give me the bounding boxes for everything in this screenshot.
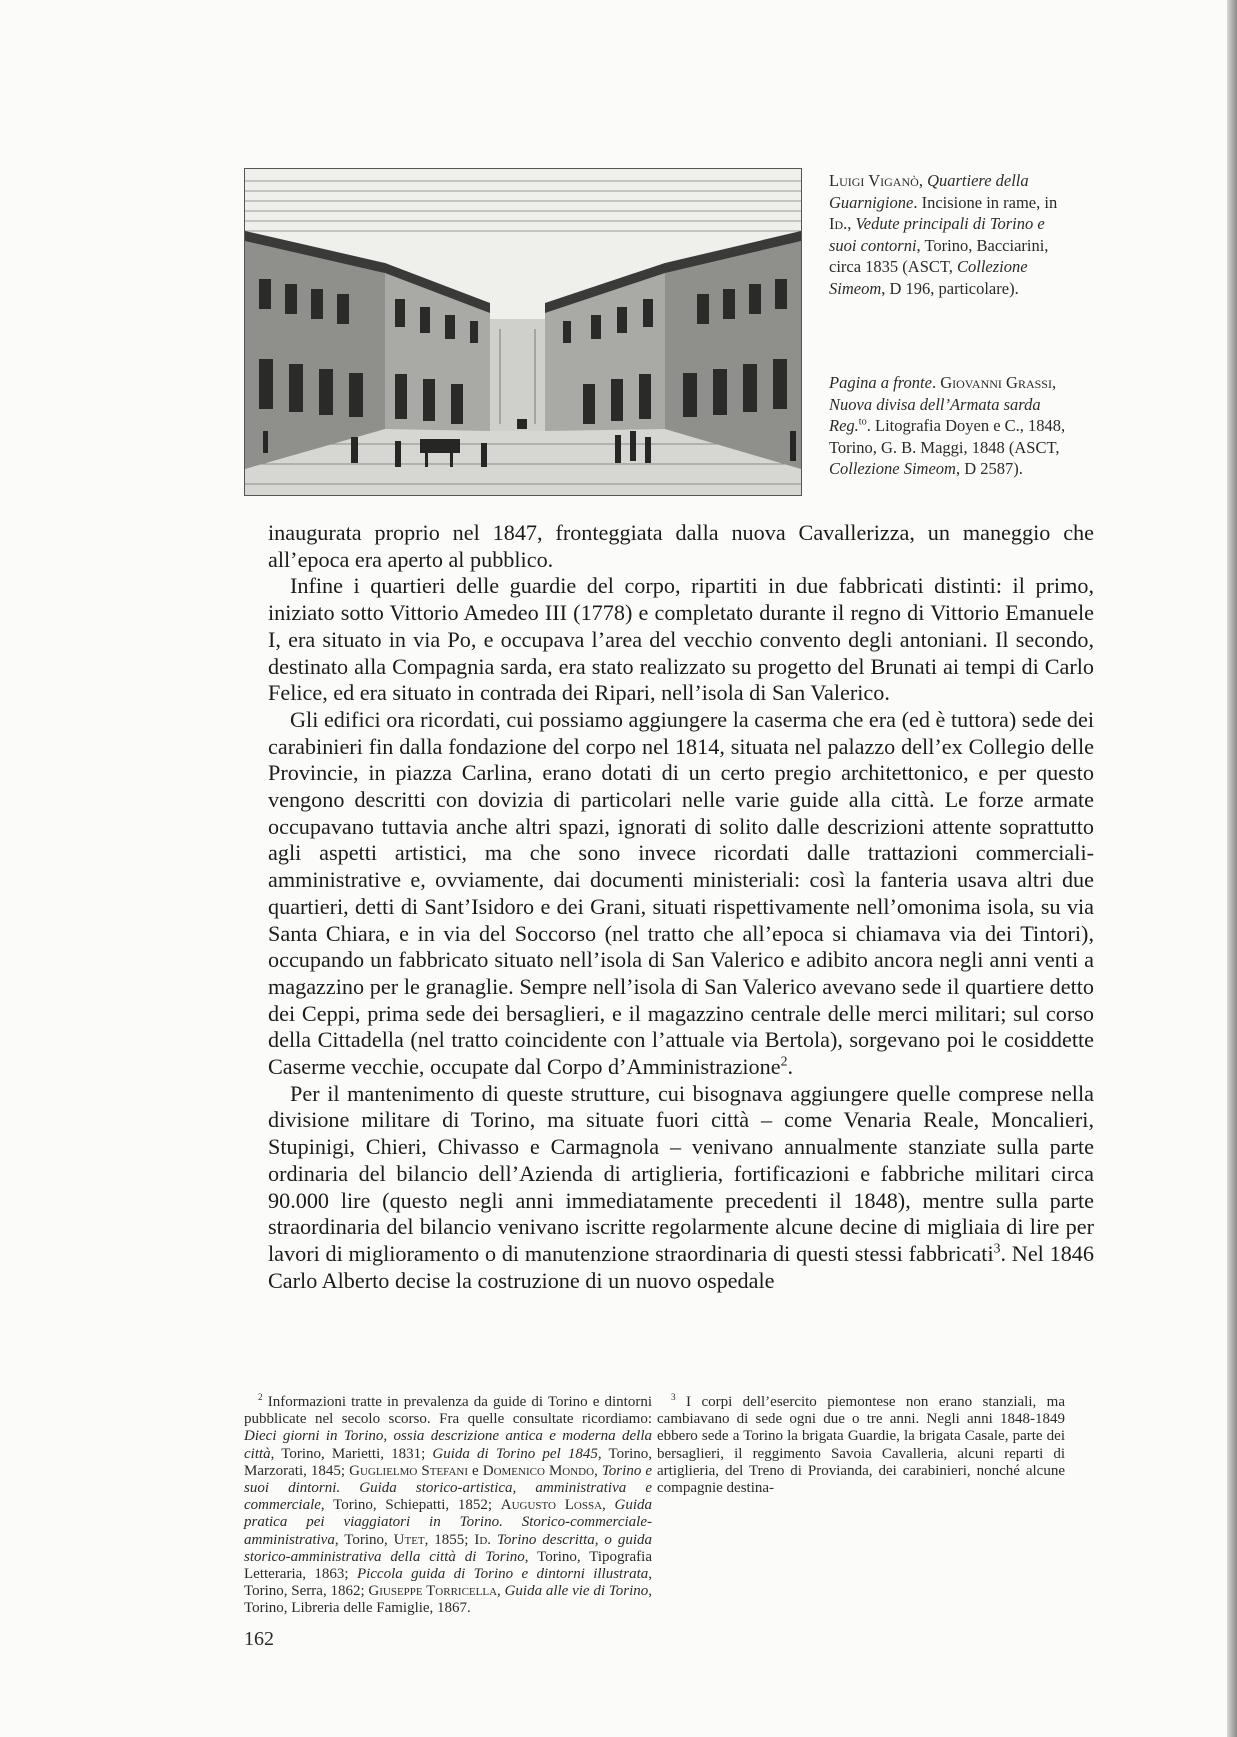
caption-title: Quartiere della Guarnigione <box>829 171 1029 212</box>
footnote-3: $^3$ I corpi dell’esercito piemontese non erano stanziali, ma cambiavano di sede ogni due o tre anni. Negli anni 1848-1849 ebbero sede a Torino la brigata Guardie, la brigata Casale, parte dei bersaglieri, il reggimento Savoia Cavalleria, alcuni reparti di artiglieria, del Treno di Provianda, dei carabinieri, nonché alcune compagnie destina- <box>657 1393 1065 1497</box>
paragraph: Per il mantenimento di queste strutture, cui bisognava aggiungere quelle comprese nella divisione militare di Torino, ma situate fuori città – come Venaria Reale, Moncalieri, Stupinigi, Chieri, Chivasso e Carmagnola – venivano annualmente stanziate sulla parte ordinaria del bilancio dell’Azienda di artiglieria, fortificazioni e fabbriche militari circa 90.000 lire (questo negli anni immediatamente precedenti il 1848), mentre sulla parte straordinaria del bilancio venivano iscritte regolarmente alcune decine di migliaia di lire per lavori di miglioramento o di manutenzione straordinaria di questi stessi fabbricati$^3$. Nel 1846 Carlo Alberto decise la costruzione di un nuovo ospedale <box>268 1080 1094 1293</box>
body-text <box>268 520 1094 1294</box>
engraving-drawing <box>245 169 801 495</box>
scan-edge <box>1227 0 1237 1737</box>
facing-page-caption: Pagina a fronte. Giovanni Grassi, Nuova divisa dell’Armata sarda Reg.$^{to}$. Litografia Doyen e C., 1848, Torino, G. B. Maggi, 1848 (ASCT, Collezione Simeom, D 2587). <box>829 373 1066 478</box>
paragraph: Gli edifici ora ricordati, cui possiamo aggiungere la caserma che era (ed è tuttora) sede dei carabinieri fin dalla fondazione del corpo nel 1814, situata nel palazzo dell’ex Collegio delle Provincie, in piazza Carlina, erano dotati di un certo pregio architettonico, e per questo vengono descritti con dovizia di particolari nelle varie guide alla città. Le forze armate occupavano tuttavia anche altri spazi, ignorati di solito dalle descrizioni attente soprattutto agli aspetti artistici, ma che sono invece ricordati dalle trattazioni commerciali-amministrative e, ovviamente, dai documenti ministeriali: così la fanteria usava altri due quartieri, detti di Sant’Isidoro e dei Grani, situati rispettivamente nell’omonima isola, su via Santa Chiara, e in via del Soccorso (nel tratto che all’epoca si chiamava via dei Tintori), occupando un fabbricato situato nell’isola di San Valerico e adibito ancora negli anni venti a magazzino per le granaglie. Sempre nell’isola di San Valerico avevano sede il quartiere detto dei Ceppi, prima sede dei bersaglieri, e il magazzino centrale delle merci militari; sul corso della Cittadella (nel tratto coincidente con l’attuale via Bertola), sorgevano poi le cosiddette Caserme vecchie, occupate dal Corpo d’Amministrazione$^2$. <box>268 706 1094 1080</box>
engraving-illustration <box>244 168 802 496</box>
footnote-2: $^2$ Informazioni tratte in prevalenza da guide di Torino e dintorni pubblicate nel secolo scorso. Fra quelle consultate ricordiamo: Dieci giorni in Torino, ossia descrizione antica e moderna della città, Torino, Marietti, 1831; Guida di Torino pel 1845, Torino, Marzorati, 1845; Guglielmo Stefani e Domenico Mondo, Torino e suoi dintorni. Guida storico-artistica, amministrativa e commerciale, Torino, Schiepatti, 1852; Augusto Lossa, Guida pratica pei viaggiatori in Torino. Storico-commerciale-amministrativa, Torino, Utet, 1855; Id. Torino descritta, o guida storico-amministrativa della città di Torino, Torino, Tipografia Letteraria, 1863; Piccola guida di Torino e dintorni illustrata, Torino, Serra, 1862; Giuseppe Torricella, Guida alle vie di Torino, Torino, Libreria delle Famiglie, 1867. <box>244 1393 653 1617</box>
footnote-ref: 3 <box>993 1240 1001 1256</box>
page-number: 162 <box>244 1628 274 1650</box>
figure-caption: Luigi Viganò, Quartiere della Guarnigione. Incisione in rame, in Id., Vedute principali di Torino e suoi contorni, Torino, Bacciarini, circa 1835 (ASCT, Collezione Simeom, D 196, particolare). <box>829 171 1058 298</box>
paragraph: inaugurata proprio nel 1847, fronteggiata dalla nuova Cavallerizza, un maneggio che all’epoca era aperto al pubblico. <box>268 520 1094 572</box>
caption-author: Luigi Viganò <box>829 171 919 190</box>
footnote-ref: 2 <box>780 1053 788 1069</box>
paragraph: Infine i quartieri delle guardie del corpo, ripartiti in due fabbricati distinti: il primo, iniziato sotto Vittorio Amedeo III (1778) e completato durante il regno di Vittorio Emanuele I, era situato in via Po, e occupava l’area del vecchio convento degli antoniani. Il secondo, destinato alla Compagnia sarda, era stato realizzato su progetto del Brunati ai tempi di Carlo Felice, ed era situato in contrada dei Ripari, nell’isola di San Valerico. <box>268 573 1094 706</box>
